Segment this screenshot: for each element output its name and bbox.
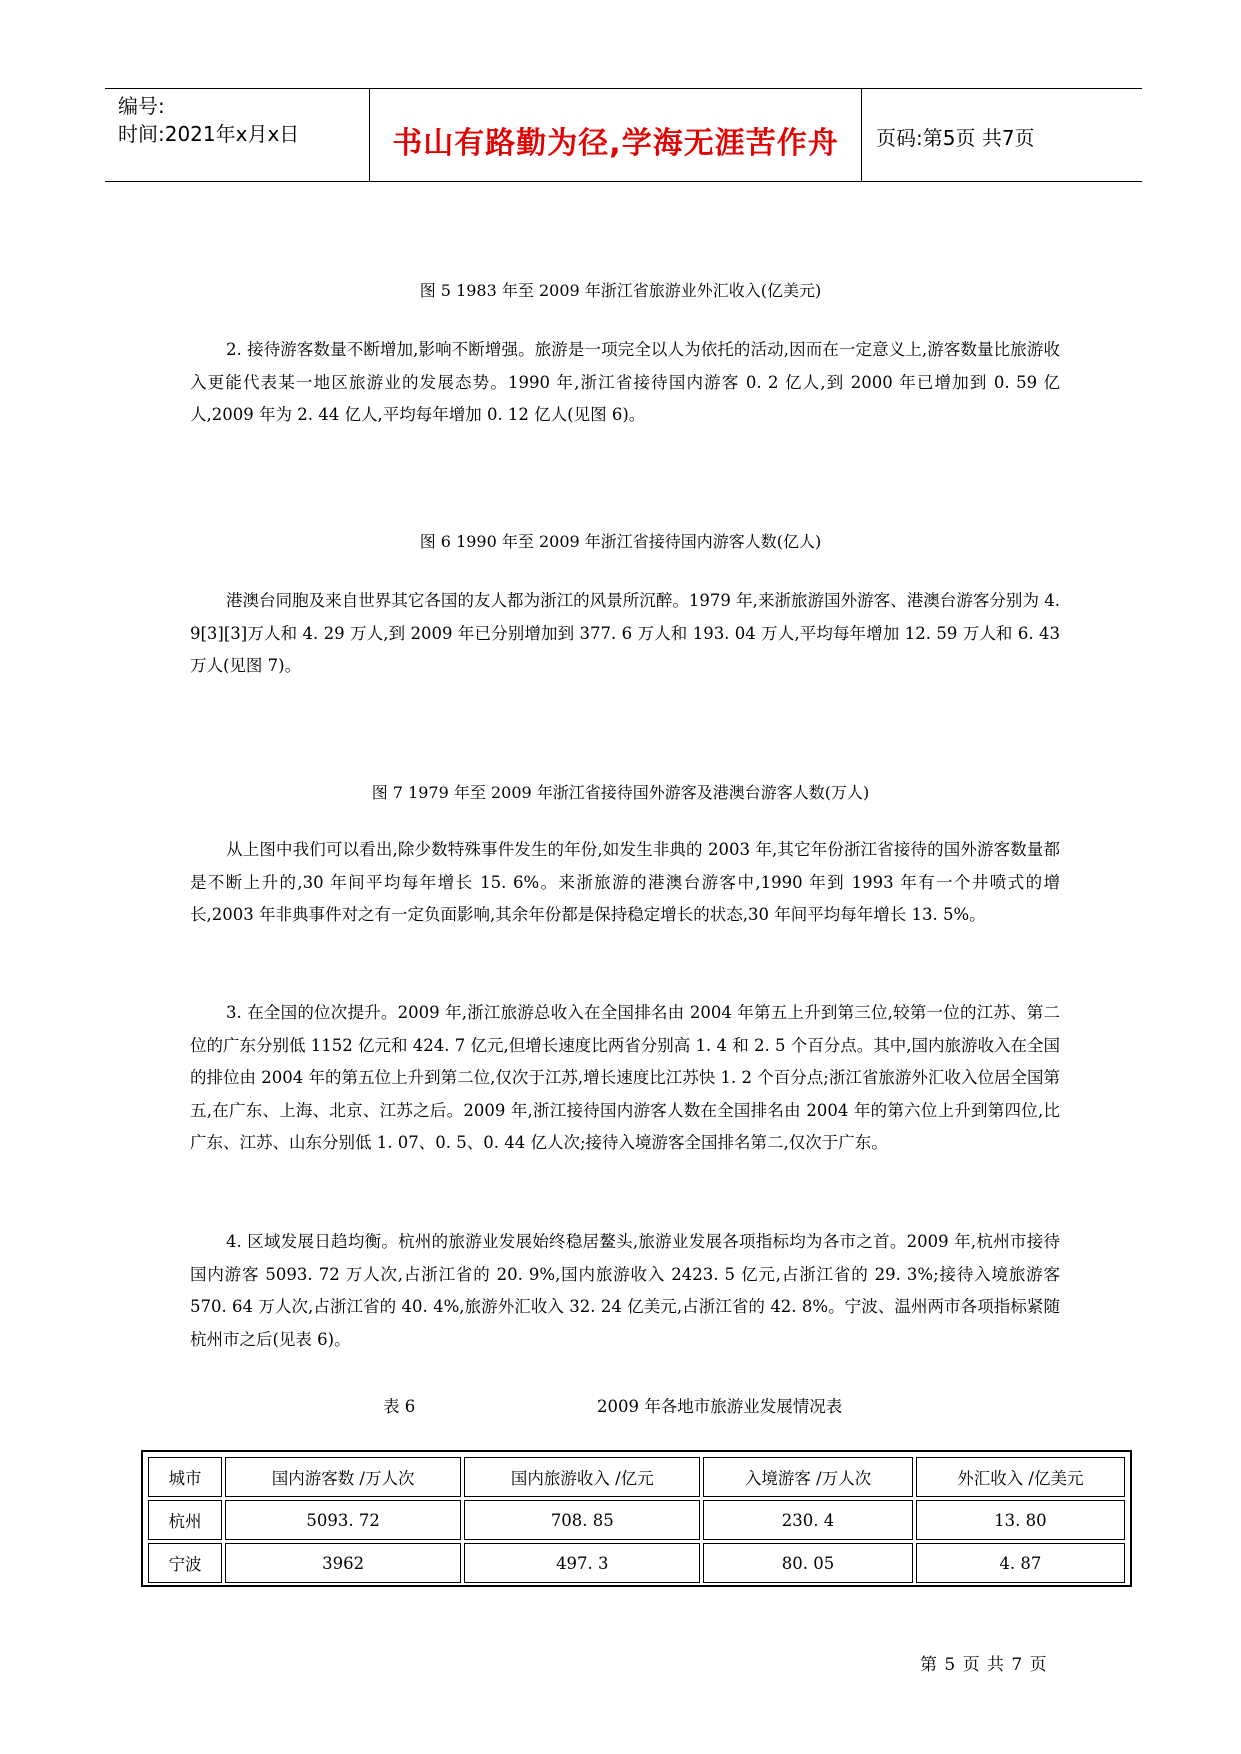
figure-6-caption: 图 6 1990 年至 2009 年浙江省接待国内游客人数(亿人)	[419, 532, 822, 551]
column-header: 入境游客 /万人次	[703, 1457, 912, 1497]
header-divider	[861, 88, 862, 182]
table-cell: 230. 4	[703, 1500, 912, 1540]
table-cell: 708. 85	[464, 1500, 700, 1540]
column-header: 城市	[148, 1457, 222, 1497]
paragraph-text: 4. 区域发展日趋均衡。杭州的旅游业发展始终稳居鳌头,旅游业发展各项指标均为各市之首。2009 年,杭州市接待国内游客 5093. 72 万人次,占浙江省的 20. 9%,国内旅游收入 2423. 5 亿元,占浙江省的 29. 3%;接待入境旅游客 570. 64 万人次,占浙江省的 40. 4%,旅游外汇收入 32. 24 亿美元,占浙江省的 42. 8%。宁波、温州两市各项指标紧随杭州市之后(见表 6)。	[190, 1232, 1060, 1349]
paragraph-trend-analysis	[190, 834, 1060, 932]
figure-7-caption: 图 7 1979 年至 2009 年浙江省接待国外游客及港澳台游客人数(万人)	[371, 783, 870, 802]
table-cell: 杭州	[148, 1500, 222, 1540]
paragraph-text: 3. 在全国的位次提升。2009 年,浙江旅游总收入在全国排名由 2004 年第五上升到第三位,较第一位的江苏、第二位的广东分别低 1152 亿元和 424. 7 亿元,但增长速度比两省分别高 1. 4 和 2. 5 个百分点。其中,国内旅游收入在全国的排位由 2004 年的第五位上升到第二位,仅次于江苏,增长速度比江苏快 1. 2 个百分点;浙江省旅游外汇收入位居全国第五,在广东、上海、北京、江苏之后。2009 年,浙江接待国内游客人数在全国排名由 2004 年的第六位上升到第四位,比广东、江苏、山东分别低 1. 07、0. 5、0. 44 亿人次;接待入境游客全国排名第二,仅次于广东。	[190, 1003, 1060, 1152]
number-label: 编号:	[118, 94, 165, 118]
column-header: 国内游客数 /万人次	[225, 1457, 461, 1497]
table-label: 表 6	[383, 1397, 416, 1416]
table-cell: 13. 80	[916, 1500, 1125, 1540]
header-top-rule	[105, 88, 1142, 89]
paragraph-overseas-visitors	[190, 585, 1060, 683]
header-bottom-rule	[105, 181, 1142, 182]
table-cell: 80. 05	[703, 1543, 912, 1583]
page-footer: 第 5 页 共 7 页	[920, 1655, 1048, 1675]
paragraph-national-ranking	[190, 997, 1060, 1160]
table-cell: 4. 87	[916, 1543, 1125, 1583]
table-cell: 5093. 72	[225, 1500, 461, 1540]
paragraph-visitor-growth	[190, 334, 1060, 432]
table-cell: 宁波	[148, 1543, 222, 1583]
header-motto: 书山有路勤为径,学海无涯苦作舟	[392, 126, 839, 161]
figure-5-caption: 图 5 1983 年至 2009 年浙江省旅游业外汇收入(亿美元)	[419, 281, 822, 300]
header-meta	[118, 92, 299, 148]
table-cell: 497. 3	[464, 1543, 700, 1583]
header-page-number: 页码:第5页 共7页	[876, 126, 1035, 150]
paragraph-text: 2. 接待游客数量不断增加,影响不断增强。旅游是一项完全以人为依托的活动,因而在一定意义上,游客数量比旅游收入更能代表某一地区旅游业的发展态势。1990 年,浙江省接待国内游客 0. 2 亿人,到 2000 年已增加到 0. 59 亿人,2009 年为 2. 44 亿人,平均每年增加 0. 12 亿人(见图 6)。	[190, 340, 1060, 424]
table-cell: 3962	[225, 1543, 461, 1583]
column-header: 国内旅游收入 /亿元	[464, 1457, 700, 1497]
tourism-table	[141, 1450, 1132, 1587]
time-label: 时间:2021年x月x日	[118, 122, 300, 146]
table-title: 2009 年各地市旅游业发展情况表	[597, 1397, 843, 1416]
table-row	[148, 1500, 1125, 1540]
column-header: 外汇收入 /亿美元	[916, 1457, 1125, 1497]
table-header-row	[148, 1457, 1125, 1497]
paragraph-text: 从上图中我们可以看出,除少数特殊事件发生的年份,如发生非典的 2003 年,其它年份浙江省接待的国外游客数量都是不断上升的,30 年间平均每年增长 15. 6%。来浙旅游的港澳台游客中,1990 年到 1993 年有一个井喷式的增长,2003 年非典事件对之有一定负面影响,其余年份都是保持稳定增长的状态,30 年间平均每年增长 13. 5%。	[190, 840, 1060, 924]
table-row	[148, 1543, 1125, 1583]
paragraph-text: 港澳台同胞及来自世界其它各国的友人都为浙江的风景所沉醉。1979 年,来浙旅游国外游客、港澳台游客分别为 4. 9[3][3]万人和 4. 29 万人,到 2009 年已分别增加到 377. 6 万人和 193. 04 万人,平均每年增加 12. 59 万人和 6. 43 万人(见图 7)。	[190, 591, 1060, 675]
paragraph-regional-balance	[190, 1226, 1060, 1356]
